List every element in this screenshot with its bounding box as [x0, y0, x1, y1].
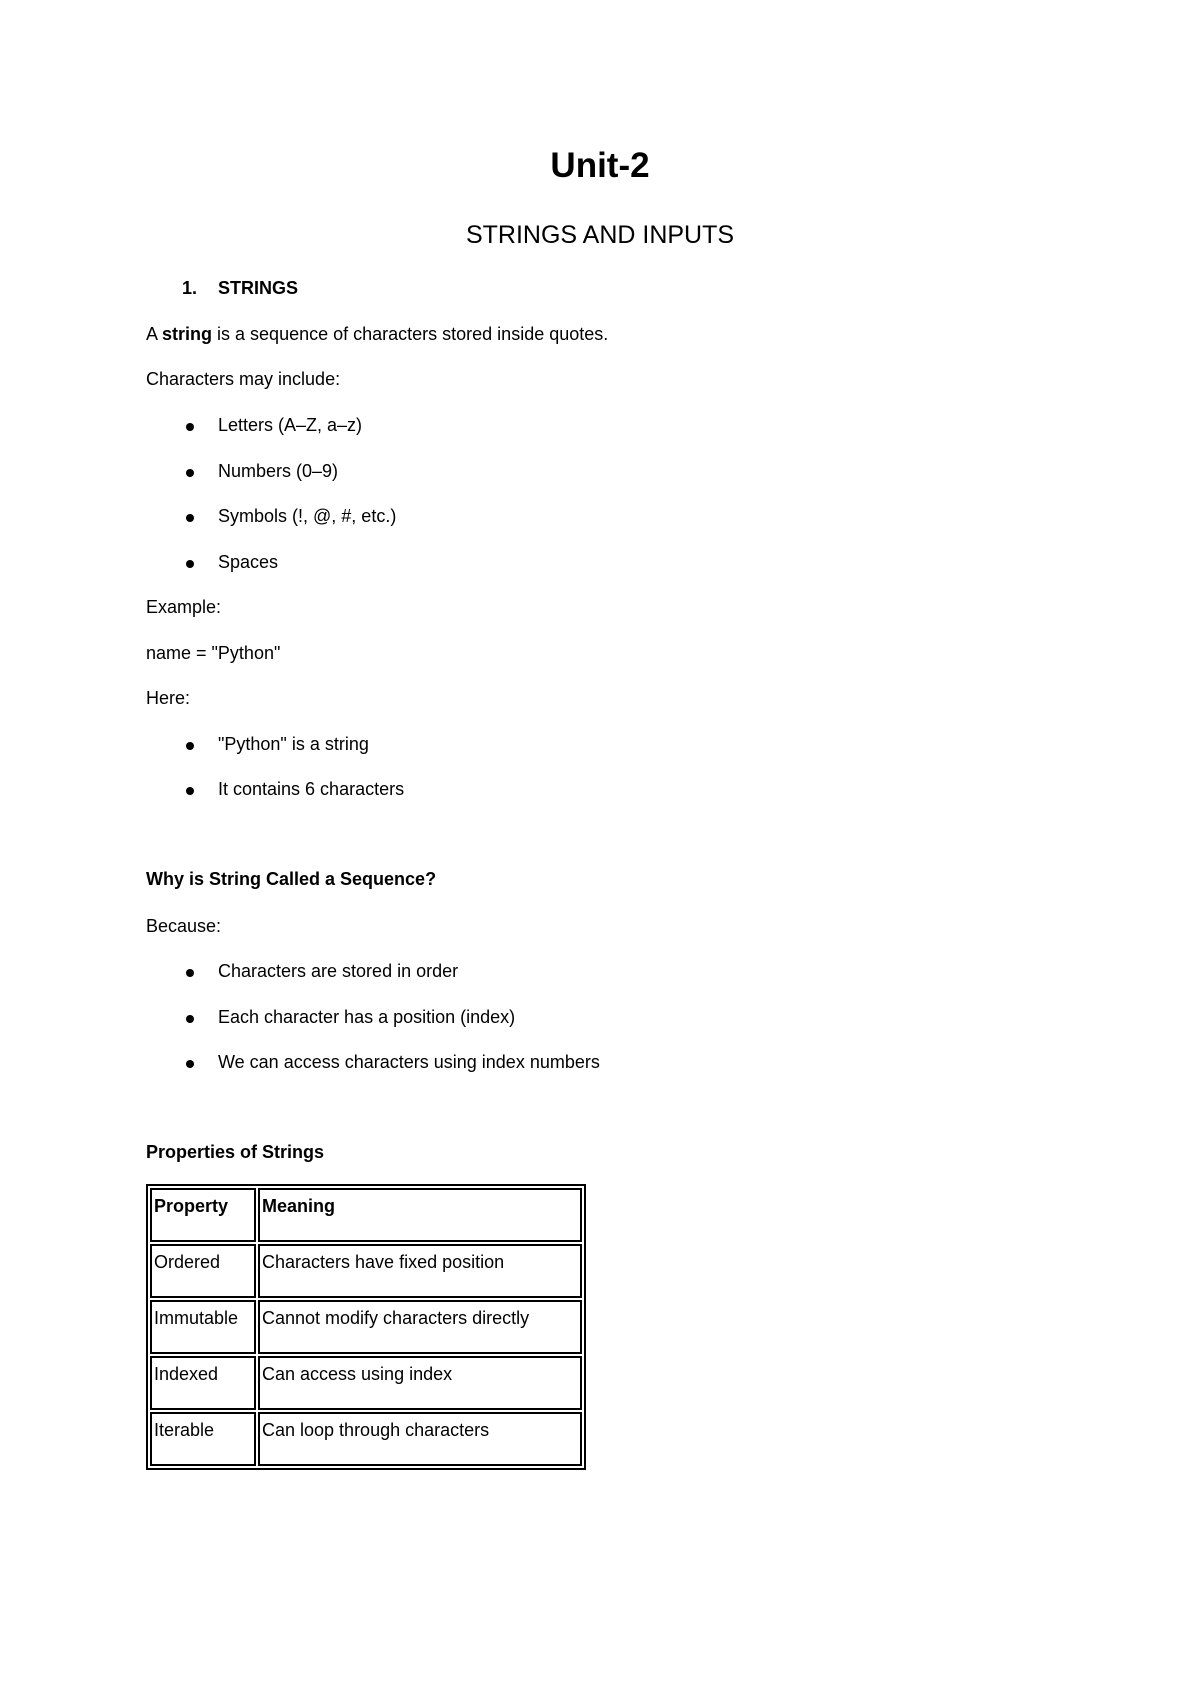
- page-title: Unit-2: [550, 146, 650, 185]
- definition-lead: A: [146, 324, 163, 344]
- table-cell: Immutable: [150, 1300, 256, 1354]
- list-item: Characters are stored in order: [218, 961, 459, 981]
- table-row: [150, 1244, 582, 1298]
- section-heading: STRINGS: [218, 278, 299, 298]
- bullet-icon: [186, 1060, 194, 1068]
- table-header-row: [150, 1188, 582, 1242]
- table-cell: Indexed: [150, 1356, 256, 1410]
- section-number: 1.: [182, 278, 198, 298]
- list-item: Each character has a position (index): [218, 1007, 516, 1027]
- properties-heading: Properties of Strings: [146, 1142, 325, 1162]
- list-item: Letters (A–Z, a–z): [218, 415, 363, 435]
- list-item: "Python" is a string: [218, 734, 369, 754]
- bullet-icon: [186, 787, 194, 795]
- bullet-icon: [186, 1015, 194, 1023]
- properties-table: [146, 1184, 586, 1470]
- table-header-cell: Property: [150, 1188, 256, 1242]
- bullet-icon: [186, 742, 194, 750]
- because-label: Because:: [146, 916, 222, 936]
- definition-term: string: [162, 324, 213, 344]
- list-item: We can access characters using index numbers: [218, 1052, 600, 1072]
- bullet-icon: [186, 514, 194, 522]
- bullet-icon: [186, 969, 194, 977]
- table-row: [150, 1412, 582, 1466]
- table-header-cell: Meaning: [258, 1188, 582, 1242]
- example-label: Example:: [146, 597, 222, 617]
- definition-rest: is a sequence of characters stored inside quotes.: [212, 324, 609, 344]
- bullet-icon: [186, 423, 194, 431]
- table-cell: Can loop through characters: [258, 1412, 582, 1466]
- bullet-icon: [186, 560, 194, 568]
- table-cell: Iterable: [150, 1412, 256, 1466]
- table-cell: Characters have fixed position: [258, 1244, 582, 1298]
- table-cell: Cannot modify characters directly: [258, 1300, 582, 1354]
- definition-paragraph: [146, 323, 608, 345]
- table-cell: Can access using index: [258, 1356, 582, 1410]
- list-item: Spaces: [218, 552, 279, 572]
- characters-intro: Characters may include:: [146, 369, 341, 389]
- here-label: Here:: [146, 688, 191, 708]
- table-row: [150, 1356, 582, 1410]
- list-item: Symbols (!, @, #, etc.): [218, 506, 397, 526]
- table-row: [150, 1300, 582, 1354]
- sequence-heading: Why is String Called a Sequence?: [146, 869, 437, 889]
- bullet-icon: [186, 469, 194, 477]
- page-subtitle: STRINGS AND INPUTS: [465, 221, 735, 249]
- list-item: It contains 6 characters: [218, 779, 405, 799]
- example-code: name = "Python": [146, 643, 281, 663]
- list-item: Numbers (0–9): [218, 461, 339, 481]
- table-cell: Ordered: [150, 1244, 256, 1298]
